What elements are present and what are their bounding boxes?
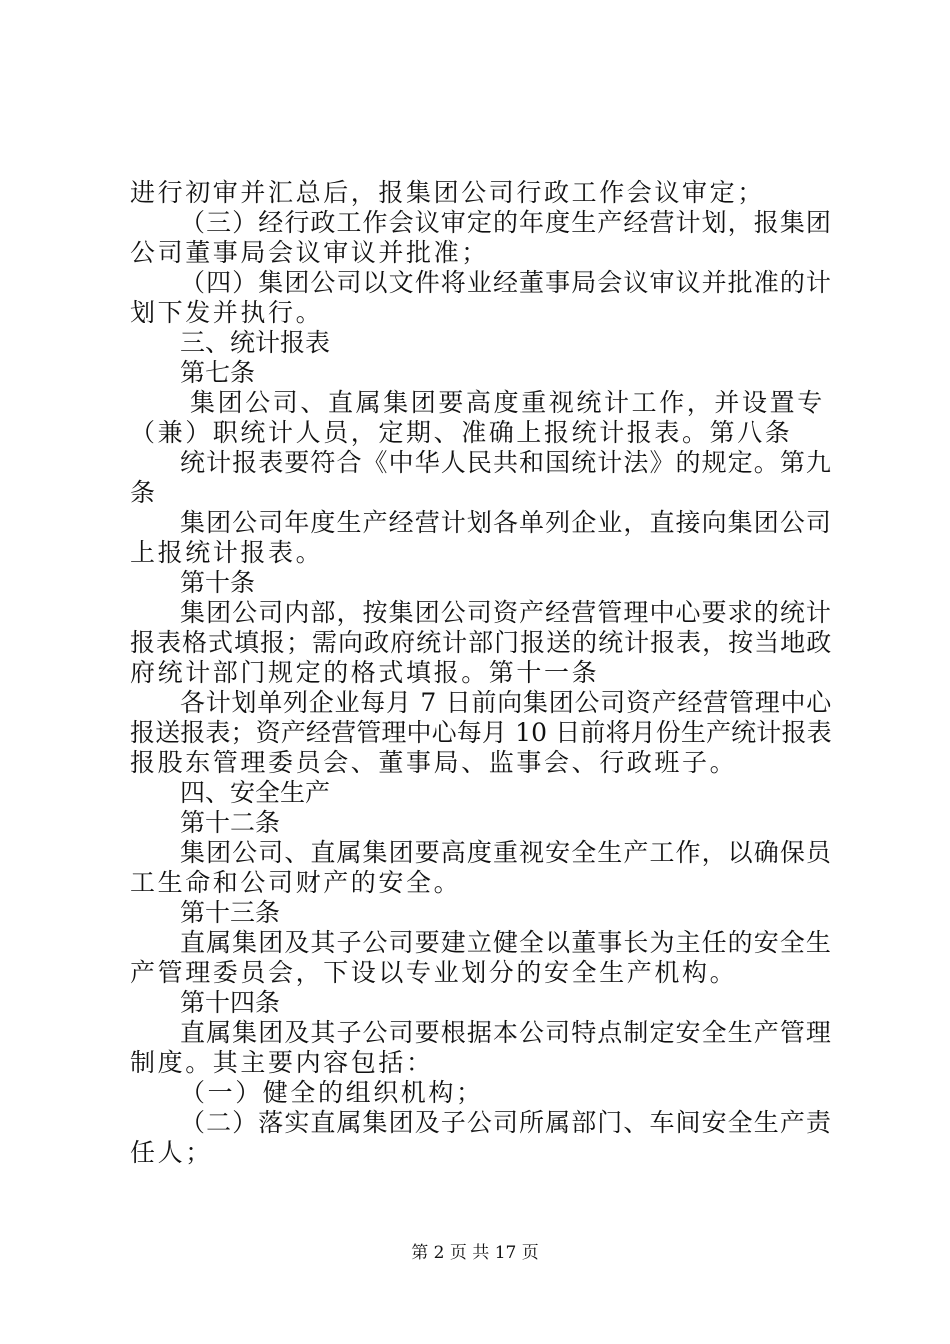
article-number: 第十三条 (180, 898, 281, 927)
text-line: （三）经行政工作会议审定的年度生产经营计划，报集团 (180, 208, 833, 237)
text-line: 制度。其主要内容包括： (130, 1048, 434, 1077)
text-line: （一）健全的组织机构； (180, 1078, 484, 1107)
text-line: 进行初审并汇总后，报集团公司行政工作会议审定； (130, 178, 765, 207)
text-line: 各计划单列企业每月 7 日前向集团公司资产经营管理中心 (180, 688, 833, 717)
text-line: 直属集团及其子公司要根据本公司特点制定安全生产管理 (180, 1018, 833, 1047)
text-line: （四）集团公司以文件将业经董事局会议审议并批准的计 (180, 268, 833, 297)
text-line: 集团公司内部，按集团公司资产经营管理中心要求的统计 (180, 598, 833, 627)
text-line: 直属集团及其子公司要建立健全以董事长为主任的安全生 (180, 928, 833, 957)
text-line: 工生命和公司财产的安全。 (130, 868, 462, 897)
text-line: 统计报表要符合《中华人民共和国统计法》的规定。第九 (180, 448, 833, 477)
text-line: 产管理委员会，下设以专业划分的安全生产机构。 (130, 958, 738, 987)
article-number: 第七条 (180, 358, 256, 387)
text-line: 报表格式填报；需向政府统计部门报送的统计报表，按当地政 (130, 628, 833, 657)
text-line: 府统计部门规定的格式填报。第十一条 (130, 658, 600, 687)
text-line: 上报统计报表。 (130, 538, 324, 567)
text-line: 集团公司、直属集团要高度重视统计工作，并设置专 (190, 388, 825, 417)
text-line: 集团公司、直属集团要高度重视安全生产工作，以确保员 (180, 838, 833, 867)
section-heading: 三、统计报表 (180, 328, 331, 357)
text-line: 划下发并执行。 (130, 298, 324, 327)
text-line: （兼）职统计人员，定期、准确上报统计报表。第八条 (130, 418, 793, 447)
text-line: （二）落实直属集团及子公司所属部门、车间安全生产责 (180, 1108, 833, 1137)
text-line: 条 (130, 478, 156, 507)
text-line: 报送报表；资产经营管理中心每月 10 日前将月份生产统计报表 (130, 718, 832, 747)
text-line: 任人； (130, 1138, 213, 1167)
text-line: 报股东管理委员会、董事局、监事会、行政班子。 (130, 748, 738, 777)
section-heading: 四、安全生产 (180, 778, 331, 807)
text-line: 公司董事局会议审议并批准； (130, 238, 489, 267)
page-footer: 第 2 页 共 17 页 (411, 1243, 539, 1263)
article-number: 第十二条 (180, 808, 281, 837)
article-number: 第十四条 (180, 988, 281, 1017)
article-number: 第十条 (180, 568, 256, 597)
text-line: 集团公司年度生产经营计划各单列企业，直接向集团公司 (180, 508, 833, 537)
